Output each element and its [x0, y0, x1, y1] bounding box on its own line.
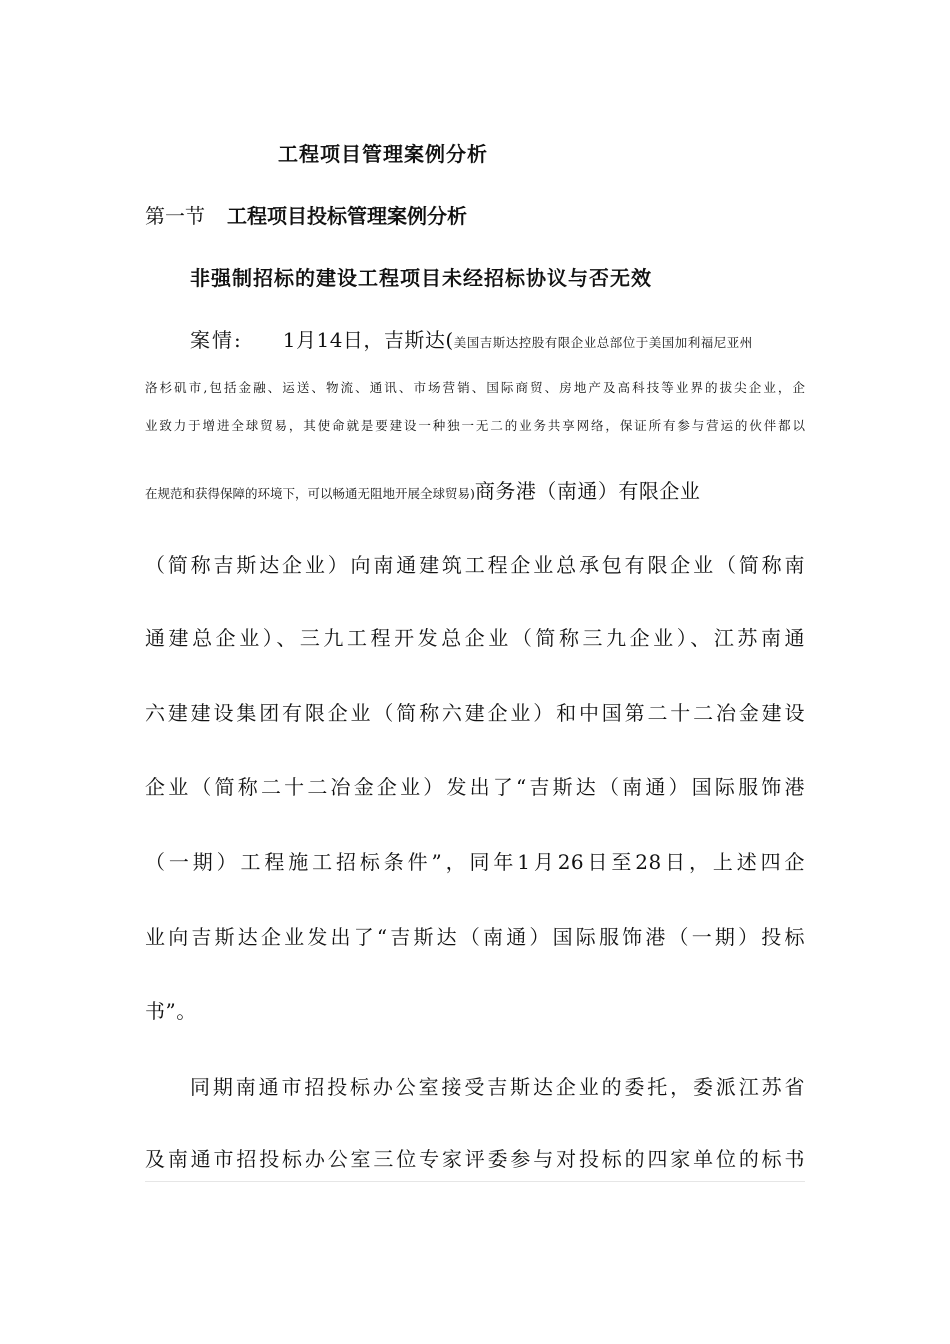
case-intro-text: 1月14日，吉斯达( — [282, 328, 454, 352]
case-title: 非强制招标的建设工程项目未经招标协议与否无效 — [190, 266, 652, 290]
company-note-end: 在规范和获得保障的环境下，可以畅通无阻地开展全球贸易) — [145, 486, 475, 501]
company-name-text: 商务港（南通）有限企业 — [474, 479, 701, 503]
paragraph-line-13: 及南通市招投标办公室三位专家评委参与对投标的四家单位的标书 — [145, 1147, 805, 1171]
paragraph-line-12: 同期南通市招投标办公室接受吉斯达企业的委托，委派江苏省 — [190, 1075, 805, 1099]
section-name: 工程项目投标管理案例分析 — [227, 204, 467, 228]
section-heading — [145, 200, 467, 229]
case-label: 案情: — [190, 328, 243, 352]
paragraph-line-2: 洛杉矶市,包括金融、运送、物流、通讯、市场营销、国际商贸、房地产及高科技等业界的拔尖企业，企 — [145, 380, 805, 395]
paragraph-line-5: （简称吉斯达企业）向南通建筑工程企业总承包有限企业（简称南 — [145, 553, 805, 577]
page-divider — [145, 1181, 805, 1182]
document-title: 工程项目管理案例分析 — [278, 142, 488, 166]
paragraph-line-11: 书”。 — [145, 999, 197, 1023]
paragraph-line-7: 六建建设集团有限企业（简称六建企业）和中国第二十二冶金建设 — [145, 701, 805, 725]
paragraph-line-8: 企业（简称二十二冶金企业）发出了“吉斯达（南通）国际服饰港 — [145, 775, 805, 799]
company-note-start: 美国吉斯达控股有限企业总部位于美国加利福尼亚州 — [453, 335, 753, 350]
paragraph-line-10: 业向吉斯达企业发出了“吉斯达（南通）国际服饰港（一期）投标 — [145, 925, 805, 949]
paragraph-line-3: 业致力于增进全球贸易，其使命就是要建设一种独一无二的业务共享网络，保证所有参与营运的伙伴都以 — [145, 418, 805, 433]
paragraph-line-9: （一期）工程施工招标条件”，同年1月26日至28日，上述四企 — [145, 850, 805, 874]
paragraph-line-6: 通建总企业）、三九工程开发总企业（简称三九企业）、江苏南通 — [145, 626, 805, 650]
paragraph-line-4 — [145, 475, 805, 504]
section-number: 第一节 — [145, 204, 205, 228]
paragraph-line-1 — [190, 324, 805, 353]
